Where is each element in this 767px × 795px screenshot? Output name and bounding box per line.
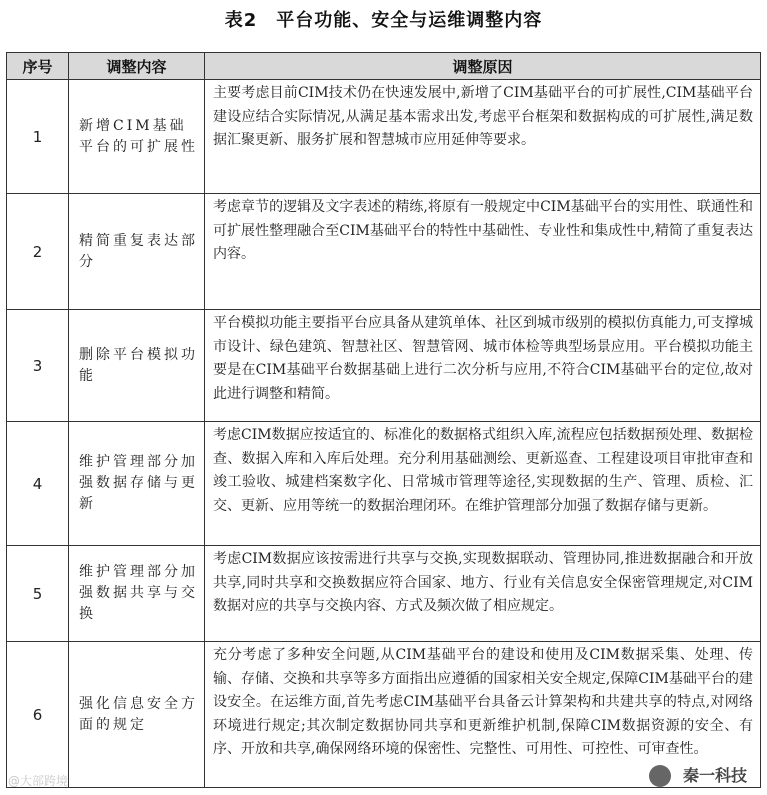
row-number: 2 <box>7 194 69 310</box>
wechat-logo-icon <box>649 765 671 787</box>
table-header-row <box>7 53 761 80</box>
row-number: 6 <box>7 642 69 788</box>
adjustment-table <box>6 52 761 788</box>
table-row <box>7 80 761 194</box>
watermark-right <box>649 763 747 788</box>
table-row <box>7 642 761 788</box>
table-row <box>7 310 761 422</box>
header-adjustment: 调整内容 <box>69 53 205 80</box>
row-adjustment: 删除平台模拟功能 <box>69 310 205 422</box>
row-number: 1 <box>7 80 69 194</box>
row-number: 4 <box>7 422 69 546</box>
row-reason: 充分考虑了多种安全问题,从CIM基础平台的建设和使用及CIM数据采集、处理、传输、存储、交换和共享等多方面指出应遵循的国家相关安全规定,保障CIM基础平台的建设安全。在运维方面,首先考虑CIM基础平台具备云计算架构和共建共享的特点,对网络环境进行规定;其次制定数据协同共享和更新维护机制,保障CIM数据资源的安全、有序、开放和共享,确保网络环境的保密性、完整性、可用性、可控性、可审查性。 <box>205 642 761 788</box>
row-number: 3 <box>7 310 69 422</box>
row-adjustment: 维护管理部分加强数据共享与交换 <box>69 546 205 642</box>
table-row <box>7 194 761 310</box>
row-reason: 考虑CIM数据应该按需进行共享与交换,实现数据联动、管理协同,推进数据融合和开放共享,同时共享和交换数据应符合国家、地方、行业有关信息安全保密管理规定,对CIM数据对应的共享与交换内容、方式及频次做了相应规定。 <box>205 546 761 642</box>
row-adjustment: 强化信息安全方面的规定 <box>69 642 205 788</box>
header-number: 序号 <box>7 53 69 80</box>
row-reason: 考虑CIM数据应按适宜的、标准化的数据格式组织入库,流程应包括数据预处理、数据检查、数据入库和入库后处理。充分利用基础测绘、更新巡查、工程建设项目审批审查和竣工验收、城建档案数字化、日常城市管理等途径,实现数据的生产、管理、质检、汇交、更新、应用等统一的数据治理闭环。在维护管理部分加强了数据存储与更新。 <box>205 422 761 546</box>
watermark-right-text: 秦一科技 <box>682 765 747 785</box>
row-number: 5 <box>7 546 69 642</box>
table-row <box>7 546 761 642</box>
row-reason: 主要考虑目前CIM技术仍在快速发展中,新增了CIM基础平台的可扩展性,CIM基础平台建设应结合实际情况,从满足基本需求出发,考虑平台框架和数据构成的可扩展性,满足数据汇聚更新、服务扩展和智慧城市应用延伸等要求。 <box>205 80 761 194</box>
table-title: 表2 平台功能、安全与运维调整内容 <box>224 10 543 31</box>
watermark-left: @大部跨境 <box>8 774 69 788</box>
row-adjustment: 新增CIM基础平台的可扩展性 <box>69 80 205 194</box>
header-reason: 调整原因 <box>205 53 761 80</box>
row-reason: 考虑章节的逻辑及文字表述的精练,将原有一般规定中CIM基础平台的实用性、联通性和可扩展性整理融合至CIM基础平台的特性中基础性、专业性和集成性中,精简了重复表达内容。 <box>205 194 761 310</box>
row-adjustment: 精简重复表达部分 <box>69 194 205 310</box>
table-row <box>7 422 761 546</box>
row-reason: 平台模拟功能主要指平台应具备从建筑单体、社区到城市级别的模拟仿真能力,可支撑城市设计、绿色建筑、智慧社区、智慧管网、城市体检等典型场景应用。平台模拟功能主要是在CIM基础平台数据基础上进行二次分析与应用,不符合CIM基础平台的定位,故对此进行调整和精简。 <box>205 310 761 422</box>
row-adjustment: 维护管理部分加强数据存储与更新 <box>69 422 205 546</box>
